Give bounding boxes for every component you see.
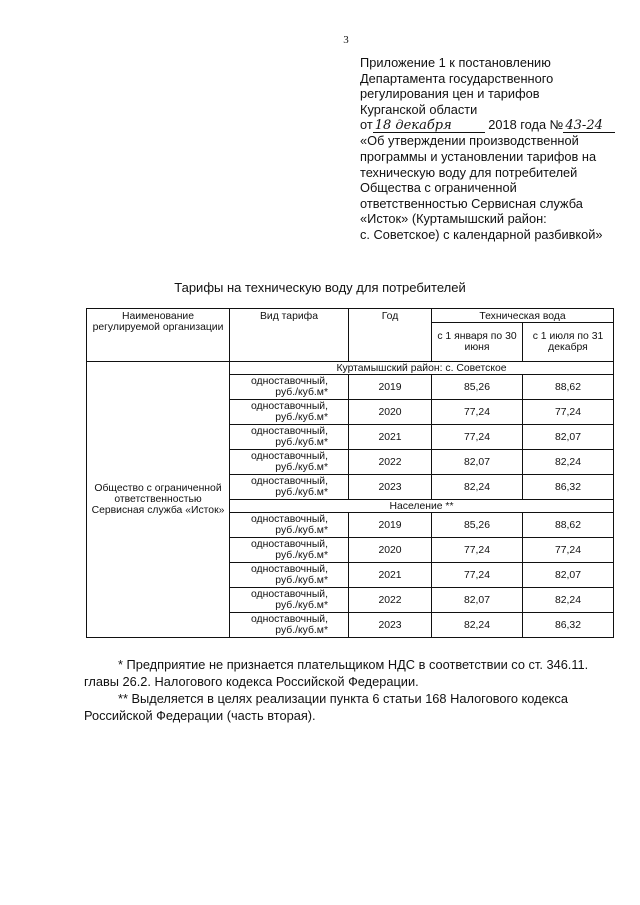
tariff-h1-cell: 77,24: [432, 400, 523, 425]
appendix-line: с. Советское) с календарной разбивкой»: [360, 226, 603, 242]
tariff-h1-cell: 82,07: [432, 450, 523, 475]
table-title: Тарифы на техническую воду для потребителей: [174, 280, 466, 295]
tariff-h2-cell: 82,24: [523, 450, 614, 475]
year-cell: 2021: [349, 425, 432, 450]
page-number: 3: [343, 34, 349, 46]
appendix-line: программы и установлении тарифов на: [360, 148, 597, 164]
tariff-type-cell: одноставочный, руб./куб.м*: [230, 538, 349, 563]
tariff-h2-cell: 77,24: [523, 400, 614, 425]
appendix-line: Общества с ограниченной: [360, 180, 517, 196]
tariff-type-cell: одноставочный, руб./куб.м*: [230, 513, 349, 538]
year-cell: 2020: [349, 538, 432, 563]
tariff-h1-cell: 77,24: [432, 425, 523, 450]
tariff-h1-cell: 77,24: [432, 563, 523, 588]
tariff-h2-cell: 86,32: [523, 475, 614, 500]
year-cell: 2022: [349, 588, 432, 613]
footnote-1-line-1: * Предприятие не признается плательщиком НДС в соответствии со ст. 346.11.: [118, 657, 589, 672]
header-org: Наименование регулируемой организации: [87, 309, 230, 362]
tariff-h2-cell: 88,62: [523, 513, 614, 538]
tariff-h1-cell: 85,26: [432, 513, 523, 538]
tariff-type-cell: одноставочный, руб./куб.м*: [230, 588, 349, 613]
tariff-h1-cell: 82,07: [432, 588, 523, 613]
tariff-h2-cell: 82,07: [523, 425, 614, 450]
tariff-type-cell: одноставочный, руб./куб.м*: [230, 450, 349, 475]
header-period-1: с 1 января по 30 июня: [432, 323, 523, 362]
appendix-line: Курганской области: [360, 101, 478, 117]
appendix-line: «Исток» (Куртамышский район:: [360, 211, 547, 227]
year-cell: 2023: [349, 475, 432, 500]
tariff-type-cell: одноставочный, руб./куб.м*: [230, 400, 349, 425]
year-cell: 2022: [349, 450, 432, 475]
header-tariff-type: Вид тарифа: [230, 309, 349, 362]
appendix-line: техническую воду для потребителей: [360, 164, 578, 180]
year-cell: 2023: [349, 613, 432, 638]
section-title: Население **: [230, 500, 614, 513]
appendix-line: Приложение 1 к постановлению: [360, 55, 551, 70]
handwritten-number: 43-24: [563, 119, 615, 133]
year-cell: 2019: [349, 375, 432, 400]
appendix-line: регулирования цен и тарифов: [360, 86, 540, 102]
footnote-1-line-2: главы 26.2. Налогового кодекса Российской Федерации.: [84, 674, 419, 689]
tariff-h2-cell: 82,07: [523, 563, 614, 588]
footnote-2-line-1: ** Выделяется в целях реализации пункта 6 статьи 168 Налогового кодекса: [118, 691, 568, 706]
tariff-type-cell: одноставочный, руб./куб.м*: [230, 425, 349, 450]
tariff-table: [86, 308, 614, 638]
date-prefix: от: [360, 117, 373, 133]
header-technical-water: Техническая вода: [432, 309, 614, 323]
header-year: Год: [349, 309, 432, 362]
appendix-header: [360, 55, 622, 243]
tariff-type-cell: одноставочный, руб./куб.м*: [230, 475, 349, 500]
footnote-2-line-2: Российской Федерации (часть вторая).: [84, 708, 316, 723]
handwritten-date: 18 декабря: [373, 119, 485, 133]
tariff-h2-cell: 77,24: [523, 538, 614, 563]
tariff-h1-cell: 85,26: [432, 375, 523, 400]
year-cell: 2019: [349, 513, 432, 538]
section-title: Куртамышский район: с. Советское: [230, 362, 614, 375]
tariff-h1-cell: 82,24: [432, 613, 523, 638]
date-suffix: 2018 года №: [488, 117, 564, 133]
header-period-2: с 1 июля по 31 декабря: [523, 323, 614, 362]
tariff-type-cell: одноставочный, руб./куб.м*: [230, 375, 349, 400]
organization-name: Общество с ограниченной ответственностью Сервисная служба «Исток»: [87, 362, 230, 638]
tariff-type-cell: одноставочный, руб./куб.м*: [230, 563, 349, 588]
footnotes: [84, 656, 613, 724]
tariff-h2-cell: 86,32: [523, 613, 614, 638]
tariff-h1-cell: 82,24: [432, 475, 523, 500]
year-cell: 2021: [349, 563, 432, 588]
appendix-line: Департамента государственного: [360, 70, 554, 86]
appendix-line: «Об утверждении производственной: [360, 133, 579, 149]
appendix-line: ответственностью Сервисная служба: [360, 195, 583, 211]
year-cell: 2020: [349, 400, 432, 425]
tariff-h2-cell: 82,24: [523, 588, 614, 613]
appendix-date-line: [360, 117, 622, 133]
tariff-h2-cell: 88,62: [523, 375, 614, 400]
tariff-type-cell: одноставочный, руб./куб.м*: [230, 613, 349, 638]
tariff-h1-cell: 77,24: [432, 538, 523, 563]
